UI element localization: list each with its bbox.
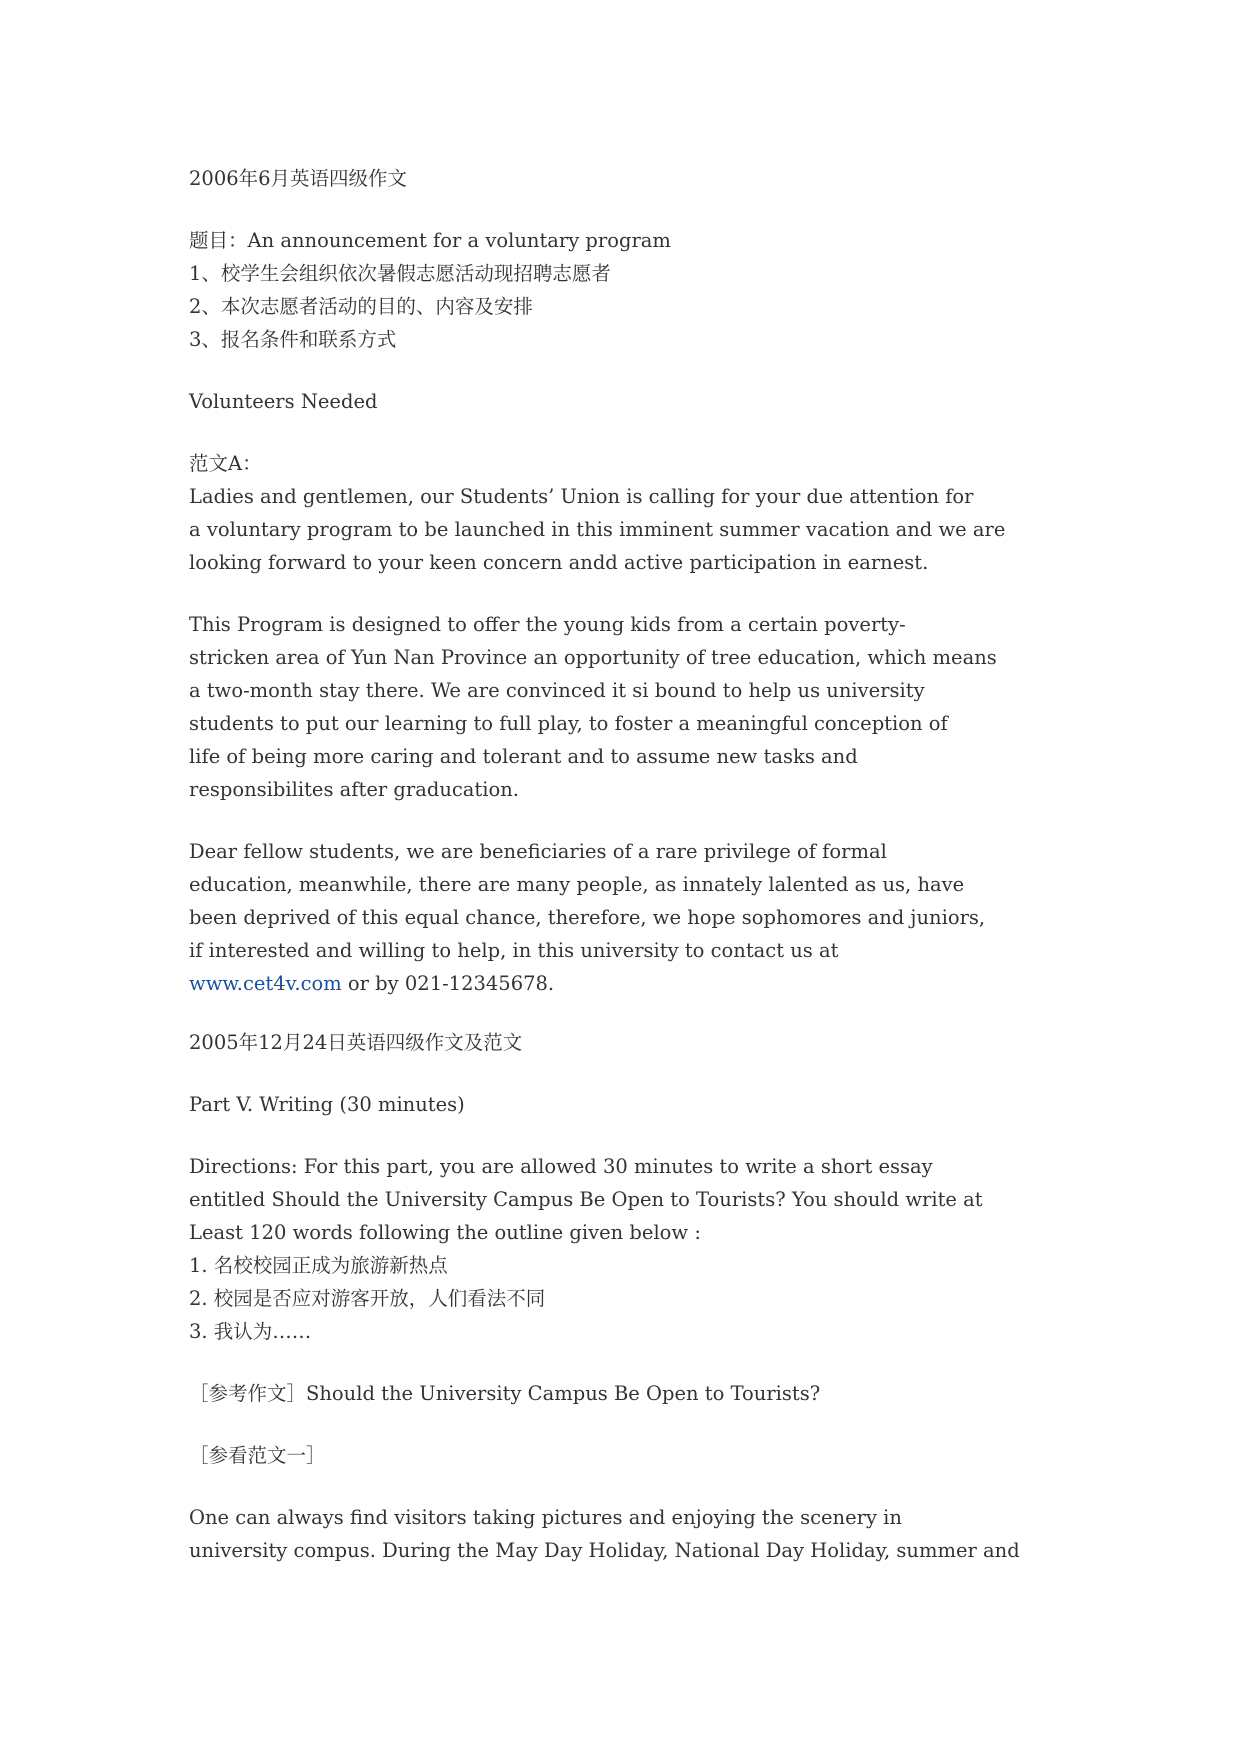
spacer xyxy=(189,1472,1069,1501)
outline-2005-item-2: 2. 校园是否应对游客开放，人们看法不同 xyxy=(189,1287,546,1310)
paragraph-3-line: if interested and willing to help, in this university to contact us at xyxy=(189,939,839,962)
spacer xyxy=(189,1121,1069,1150)
topic-line: 题目：An announcement for a voluntary program xyxy=(189,229,671,252)
spacer xyxy=(189,195,1069,224)
spacer xyxy=(189,1059,1069,1088)
paragraph-2-line: This Program is designed to offer the young kids from a certain poverty- xyxy=(189,613,906,636)
final-paragraph-line: One can always find visitors taking pictures and enjoying the scenery in xyxy=(189,1506,902,1529)
spacer xyxy=(189,806,1069,835)
sample-one-label: ［参看范文一］ xyxy=(189,1444,326,1467)
spacer xyxy=(189,1410,1069,1439)
paragraph-1-line: a voluntary program to be launched in this imminent summer vacation and we are xyxy=(189,518,1006,541)
paragraph-2-line: stricken area of Yun Nan Province an opportunity of tree education, which means xyxy=(189,646,997,669)
contact-line xyxy=(189,967,1069,1000)
paragraph-2-line: responsibilites after graducation. xyxy=(189,778,519,801)
paragraph-2-line: life of being more caring and tolerant and to assume new tasks and xyxy=(189,745,858,768)
document-body xyxy=(189,162,1069,1567)
contact-phone-text: or by 021-12345678. xyxy=(341,972,555,995)
paragraph-1-line: looking forward to your keen concern andd active participation in earnest. xyxy=(189,551,929,574)
paragraph-3-line: been deprived of this equal chance, therefore, we hope sophomores and juniors, xyxy=(189,906,986,929)
sample-a-label: 范文A： xyxy=(189,452,262,475)
spacer xyxy=(189,356,1069,385)
paragraph-2-line: students to put our learning to full play, to foster a meaningful conception of xyxy=(189,712,948,735)
outline-2006-item-3: 3、报名条件和联系方式 xyxy=(189,328,397,351)
outline-2006-item-2: 2、本次志愿者活动的目的、内容及安排 xyxy=(189,295,533,318)
directions-line: Directions: For this part, you are allowed 30 minutes to write a short essay xyxy=(189,1155,933,1178)
directions-line: Least 120 words following the outline given below : xyxy=(189,1221,701,1244)
final-paragraph-line: university compus. During the May Day Holiday, National Day Holiday, summer and xyxy=(189,1539,1020,1562)
contact-website-link[interactable]: www.cet4v.com xyxy=(189,972,342,995)
paragraph-3-line: Dear fellow students, we are beneficiaries of a rare privilege of formal xyxy=(189,840,887,863)
outline-2005-item-3: 3. 我认为…… xyxy=(189,1320,312,1343)
part-heading: Part V. Writing (30 minutes) xyxy=(189,1093,465,1116)
spacer xyxy=(189,1348,1069,1377)
directions-line: entitled Should the University Campus Be Open to Tourists? You should write at xyxy=(189,1188,983,1211)
outline-2006-item-1: 1、校学生会组织依次暑假志愿活动现招聘志愿者 xyxy=(189,262,611,285)
section-title-2005: 2005年12月24日英语四级作文及范文 xyxy=(189,1031,523,1054)
paragraph-1-line: Ladies and gentlemen, our Students’ Union is calling for your due attention for xyxy=(189,485,974,508)
paragraph-2-line: a two-month stay there. We are convinced it si bound to help us university xyxy=(189,679,925,702)
reference-essay-heading: ［参考作文］Should the University Campus Be Open to Tourists? xyxy=(189,1382,821,1405)
outline-2005-item-1: 1. 名校校园正成为旅游新热点 xyxy=(189,1254,448,1277)
section-title-2006: 2006年6月英语四级作文 xyxy=(189,167,408,190)
spacer xyxy=(189,1000,1069,1026)
spacer xyxy=(189,418,1069,447)
spacer xyxy=(189,579,1069,608)
essay-title: Volunteers Needed xyxy=(189,390,378,413)
paragraph-3-line: education, meanwhile, there are many people, as innately lalented as us, have xyxy=(189,873,965,896)
